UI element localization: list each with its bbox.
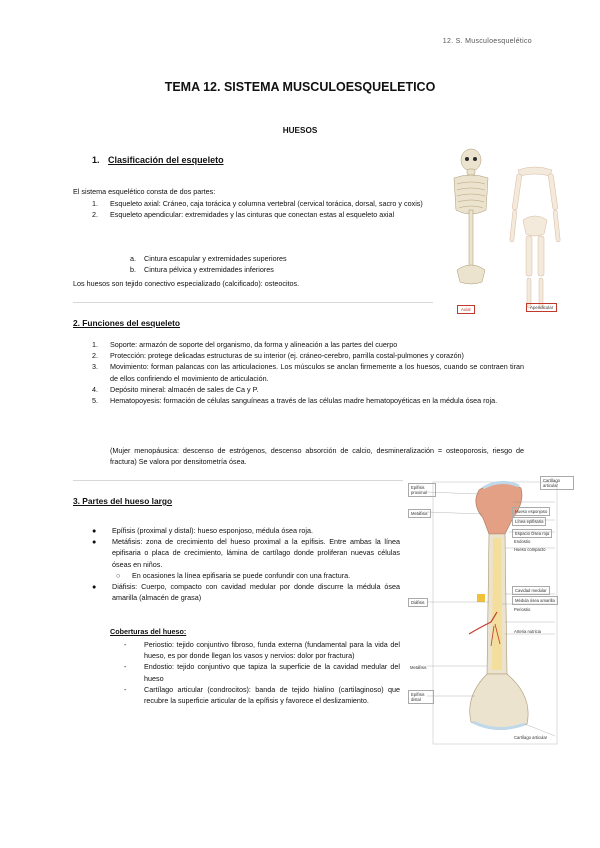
list-item	[92, 395, 524, 406]
item-text: Protección: protege delicadas estructuras de su interior (ej. cráneo-cerebro, parrilla costal-pulmones y corazón)	[110, 351, 464, 361]
coverings-list	[124, 639, 400, 706]
section1-intro: El sistema esquelético consta de dos partes:	[73, 187, 216, 196]
list-item	[92, 350, 524, 361]
label-linea-epifisaria: Línea epifisaria	[512, 517, 546, 526]
list-item	[92, 384, 524, 395]
axial-label: Axial	[457, 305, 475, 314]
item-number: 1.	[92, 340, 98, 349]
list-item	[92, 570, 400, 581]
item-text: Esqueleto axial: Cráneo, caja torácica y columna vertebral (cervical torácica, dorsal, sacro y coxis)	[110, 199, 423, 208]
item-text: Cartílago articular (condrocitos): banda de tejido hialino (cartilaginoso) que recubre la superficie articular de la epífisis y favorece el deslizamiento.	[144, 684, 400, 706]
list-item	[130, 264, 430, 275]
list-item	[92, 339, 524, 350]
section3-bullets	[92, 525, 400, 603]
label-periostio: Periostio	[514, 607, 531, 612]
skeleton-illustration	[440, 148, 570, 318]
label-medula-amarilla: Médula ósea amarilla	[512, 596, 558, 605]
section1-closing: Los huesos son tejido conectivo especializado (calcificado): osteocitos.	[73, 279, 300, 288]
label-epifisis-proximal: Epífisis proximal	[408, 483, 436, 497]
list-item	[92, 198, 434, 209]
label-hueso-esponjoso: Hueso esponjoso	[512, 507, 550, 516]
list-item	[92, 581, 400, 603]
divider	[73, 302, 433, 303]
list-item	[92, 361, 524, 383]
item-text: En ocasiones la línea epifisaria se puede confundir con una fractura.	[132, 570, 351, 580]
label-endostio: Endostio	[514, 539, 531, 544]
label-cavidad-medular: Cavidad medular	[512, 586, 550, 595]
long-bone-illustration	[405, 474, 577, 748]
bullet-icon: ●	[92, 537, 97, 547]
item-number: 3.	[92, 362, 98, 372]
item-number: 5.	[92, 396, 98, 406]
long-bone-figure	[405, 474, 577, 748]
coverings-heading: Coberturas del hueso:	[110, 627, 187, 636]
dash-icon: -	[124, 640, 127, 649]
section2-list	[92, 339, 524, 406]
list-item	[124, 639, 400, 661]
label-cartilago-articular-bottom: Cartílago articular	[514, 735, 548, 740]
item-text: Cintura escapular y extremidades superiores	[144, 254, 287, 263]
label-diafisis: Diáfisis	[408, 598, 428, 607]
item-text: Esqueleto apendicular: extremidades y las cinturas que conectan estas al esqueleto axial	[110, 210, 395, 220]
item-text: Endostio: tejido conjuntivo que tapiza la superficie de la cavidad medular del hueso	[144, 662, 400, 683]
section2-note: (Mujer menopáusica: descenso de estrógenos, descenso absorción de calcio, desmineralización = osteoporosis, riesgo de fractura) Se valora por densitometría ósea.	[110, 446, 524, 467]
list-item	[92, 525, 400, 536]
section1-title: Clasificación del esqueleto	[108, 155, 224, 165]
section1-sublist	[130, 253, 430, 275]
item-text: Depósito mineral: almacén de sales de Ca y P.	[110, 384, 259, 394]
label-espacio-osea-roja: Espacio Ósea roja	[512, 529, 552, 538]
list-item	[124, 684, 400, 706]
dash-icon: -	[124, 684, 127, 694]
item-letter: a.	[130, 254, 136, 263]
item-letter: b.	[130, 265, 136, 275]
bullet-icon: ●	[92, 526, 97, 535]
skeleton-figure	[440, 148, 570, 318]
dash-icon: -	[124, 662, 127, 672]
label-metafisis-top: Metáfisis	[408, 509, 431, 518]
item-text: Movimiento: forman palancas con las articulaciones. Los músculos se anclan firmemente a los huesos, cuando se contraen tiran de ellos confiriendo el movimiento de articulación.	[110, 362, 524, 383]
list-item	[92, 209, 434, 220]
item-number: 1.	[92, 199, 98, 208]
list-item	[130, 253, 430, 264]
running-header: 12. S. Musculoesquelético	[442, 38, 532, 45]
label-metafisis-bottom: Metáfisis	[410, 665, 427, 670]
item-text: Diáfisis: Cuerpo, compacto con cavidad medular por donde discurre la médula ósea amarilla (almacén de grasa)	[112, 582, 400, 603]
label-cartilago-articular-top: Cartílago articular	[540, 476, 574, 490]
section1-list	[92, 198, 434, 220]
item-text: Metáfisis: zona de crecimiento del hueso proximal a la epífisis. Entre ambas la línea epifisaria o placa de crecimiento, lámina de cartílago donde proliferan nuevas células óseas en niños.	[112, 537, 400, 569]
item-text: Hematopoyesis: formación de células sanguíneas a través de las células madre hematopoyéticas en la médula ósea roja.	[110, 396, 498, 406]
label-arteria-nutricia: Arteria nutricia	[514, 629, 541, 634]
item-number: 4.	[92, 384, 98, 394]
page-subtitle: HUESOS	[282, 126, 318, 135]
page-title: TEMA 12. SISTEMA MUSCULOESQUELETICO	[164, 80, 436, 94]
bullet-icon: ●	[92, 582, 97, 592]
apendicular-label: Apendicular	[526, 303, 557, 312]
circle-bullet-icon: ○	[116, 570, 121, 580]
section3-heading: 3. Partes del hueso largo	[73, 496, 173, 506]
label-epifisis-distal: Epífisis distal	[408, 690, 434, 704]
item-number: 2.	[92, 210, 98, 220]
item-text: Soporte: armazón de soporte del organismo, da forma y alineación a las partes del cuerpo	[110, 340, 398, 349]
list-item	[92, 536, 400, 570]
section2-heading: 2. Funciones del esqueleto	[73, 318, 181, 328]
item-text: Epífisis (proximal y distal): hueso esponjoso, médula ósea roja.	[112, 526, 313, 535]
item-text: Cintura pélvica y extremidades inferiores	[144, 265, 274, 275]
item-text: Periostio: tejido conjuntivo fibroso, funda externa (fundamental para la vida del hueso, es por donde llegan los vasos y nervios: dolor por fractura)	[144, 640, 400, 661]
divider	[73, 480, 403, 481]
list-item	[124, 661, 400, 683]
item-number: 2.	[92, 351, 98, 361]
label-hueso-compacto: Hueso compacto	[514, 547, 546, 552]
section1-heading	[92, 155, 224, 165]
section1-number: 1.	[92, 155, 100, 165]
